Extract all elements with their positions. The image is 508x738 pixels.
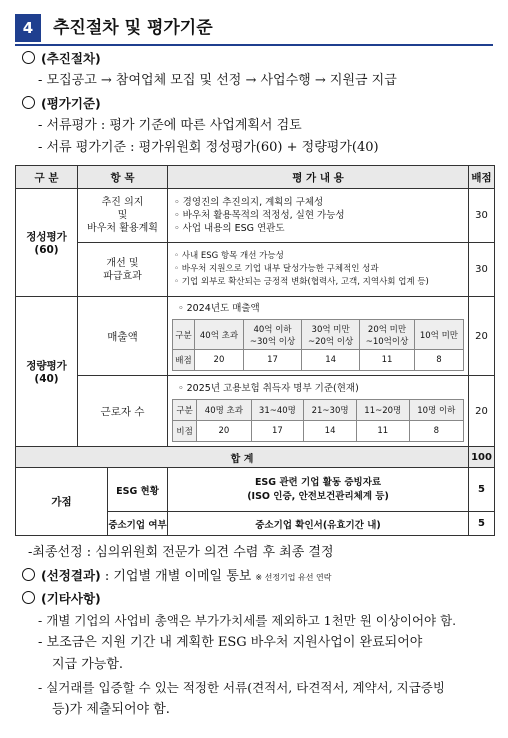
points-cell: 11 — [360, 350, 415, 371]
grade-cell: 21~30명 — [304, 399, 357, 420]
sales-note: ◦ 2024년도 매출액 — [178, 303, 260, 314]
bonus-content-2: 중소기업 확인서(유효기간 내) — [168, 512, 469, 536]
result-note: ※ 선정기업 유선 연락 — [255, 573, 332, 582]
bonus-score-2: 5 — [469, 512, 495, 536]
points-cell: 8 — [414, 350, 463, 371]
other-heading: (기타사항) — [22, 590, 101, 608]
list-item: ◦ 사내 ESG 항목 개선 가능성 — [174, 251, 284, 261]
bonus-content-1: ESG 관련 기업 활동 증빙자료 (ISO 인증, 안전보건관리체계 등) — [168, 468, 469, 512]
section-header — [15, 14, 493, 46]
bonus-item-1: ESG 현황 — [108, 468, 168, 512]
circle-bullet-icon — [22, 568, 35, 581]
points-cell: 8 — [409, 420, 463, 441]
final-selection-line: -최종선정 : 심의위원회 전문가 의견 수렴 후 최종 결정 — [28, 545, 334, 560]
qualitative-label: 정성평가 (60) — [16, 189, 78, 297]
qualitative-score-2: 30 — [469, 243, 495, 297]
bonus-score-1: 5 — [469, 468, 495, 512]
points-cell: 17 — [251, 420, 304, 441]
qualitative-score-1: 30 — [469, 189, 495, 243]
grade-cell: 30억 미만 ~20억 이상 — [302, 320, 360, 350]
qualitative-item-1: 추진 의지 및 바우처 활용계획 — [78, 189, 168, 243]
procedure-line: - 모집공고 → 참여업체 모집 및 선정 → 사업수행 → 지원금 지급 — [38, 73, 397, 88]
grade-cell: 40억 이하 ~30억 이상 — [244, 320, 302, 350]
header-category: 구 분 — [16, 166, 78, 189]
header-score: 배점 — [469, 166, 495, 189]
criteria-line-1: - 서류평가 : 평가 기준에 따른 사업계획서 검토 — [38, 118, 302, 133]
qualitative-item-2: 개선 및 파급효과 — [78, 243, 168, 297]
grade-cell: 40억 초과 — [194, 320, 243, 350]
points-label: 비점 — [173, 420, 197, 441]
workers-note: ◦ 2025년 고용보험 취득자 명부 기준(현재) — [178, 382, 359, 394]
other-line-3b: 등)가 제출되어야 함. — [52, 702, 170, 717]
criteria-heading: (평가기준) — [22, 95, 101, 113]
qualitative-content-2 — [168, 243, 469, 297]
criteria-line-2: - 서류 평가기준 : 평가위원회 정성평가(60) + 정량평가(40) — [38, 140, 379, 155]
points-cell: 14 — [304, 420, 357, 441]
grade-cell: 11~20명 — [356, 399, 409, 420]
other-line-3a: - 실거래를 입증할 수 있는 적정한 서류(견적서, 타견적서, 계약서, 지급증빙 — [38, 680, 445, 695]
workers-grade-table — [172, 399, 464, 442]
qualitative-content-1 — [168, 189, 469, 243]
quantitative-label: 정량평가 (40) — [16, 297, 78, 447]
other-line-1: - 개별 기업의 사업비 총액은 부가가치세를 제외하고 1천만 원 이상이어야 함. — [38, 613, 457, 628]
section-title: 추진절차 및 평가기준 — [53, 18, 213, 38]
points-cell: 11 — [356, 420, 409, 441]
header-item: 항 목 — [78, 166, 168, 189]
sales-content — [168, 297, 469, 376]
total-score: 100 — [469, 447, 495, 468]
grade-cell: 40명 초과 — [197, 399, 251, 420]
evaluation-table — [15, 165, 495, 536]
workers-content — [168, 376, 469, 447]
list-item: ◦ 사업 내용의 ESG 연관도 — [174, 223, 285, 234]
grade-cell: 20억 미만 ~10억이상 — [360, 320, 415, 350]
grade-cell: 10억 미만 — [414, 320, 463, 350]
workers-score: 20 — [469, 376, 495, 447]
other-line-2b: 지급 가능함. — [52, 657, 124, 672]
list-item: ◦ 바우처 활용목적의 적정성, 실현 가능성 — [174, 210, 345, 221]
section-number: 4 — [15, 14, 41, 42]
total-label: 합 계 — [16, 447, 469, 468]
grade-cell: 31~40명 — [251, 399, 304, 420]
grade-label: 구분 — [173, 320, 195, 350]
circle-bullet-icon — [22, 51, 35, 64]
bonus-item-2: 중소기업 여부 — [108, 512, 168, 536]
grade-cell: 10명 이하 — [409, 399, 463, 420]
list-item: ◦ 기업 외부로 확산되는 긍정적 변화(협력사, 고객, 지역사회 업계 등) — [174, 277, 429, 287]
sales-grade-table — [172, 319, 464, 371]
circle-bullet-icon — [22, 96, 35, 109]
result-line: (선정결과) : 기업별 개별 이메일 통보 ※ 선정기업 유선 연락 — [22, 567, 332, 587]
list-item: ◦ 경영진의 추진의지, 계획의 구체성 — [174, 197, 324, 208]
points-cell: 20 — [194, 350, 243, 371]
circle-bullet-icon — [22, 591, 35, 604]
sales-item: 매출액 — [78, 297, 168, 376]
other-line-2a: - 보조금은 지원 기간 내 계획한 ESG 바우처 지원사업이 완료되어야 — [38, 635, 423, 650]
bonus-label: 가점 — [16, 468, 108, 536]
workers-item: 근로자 수 — [78, 376, 168, 447]
sales-score: 20 — [469, 297, 495, 376]
list-item: ◦ 바우처 지원으로 기업 내부 달성가능한 구체적인 성과 — [174, 264, 379, 274]
grade-label: 구분 — [173, 399, 197, 420]
header-content: 평 가 내 용 — [168, 166, 469, 189]
points-label: 배점 — [173, 350, 195, 371]
procedure-heading: (추진절차) — [22, 50, 101, 68]
points-cell: 17 — [244, 350, 302, 371]
points-cell: 20 — [197, 420, 251, 441]
points-cell: 14 — [302, 350, 360, 371]
